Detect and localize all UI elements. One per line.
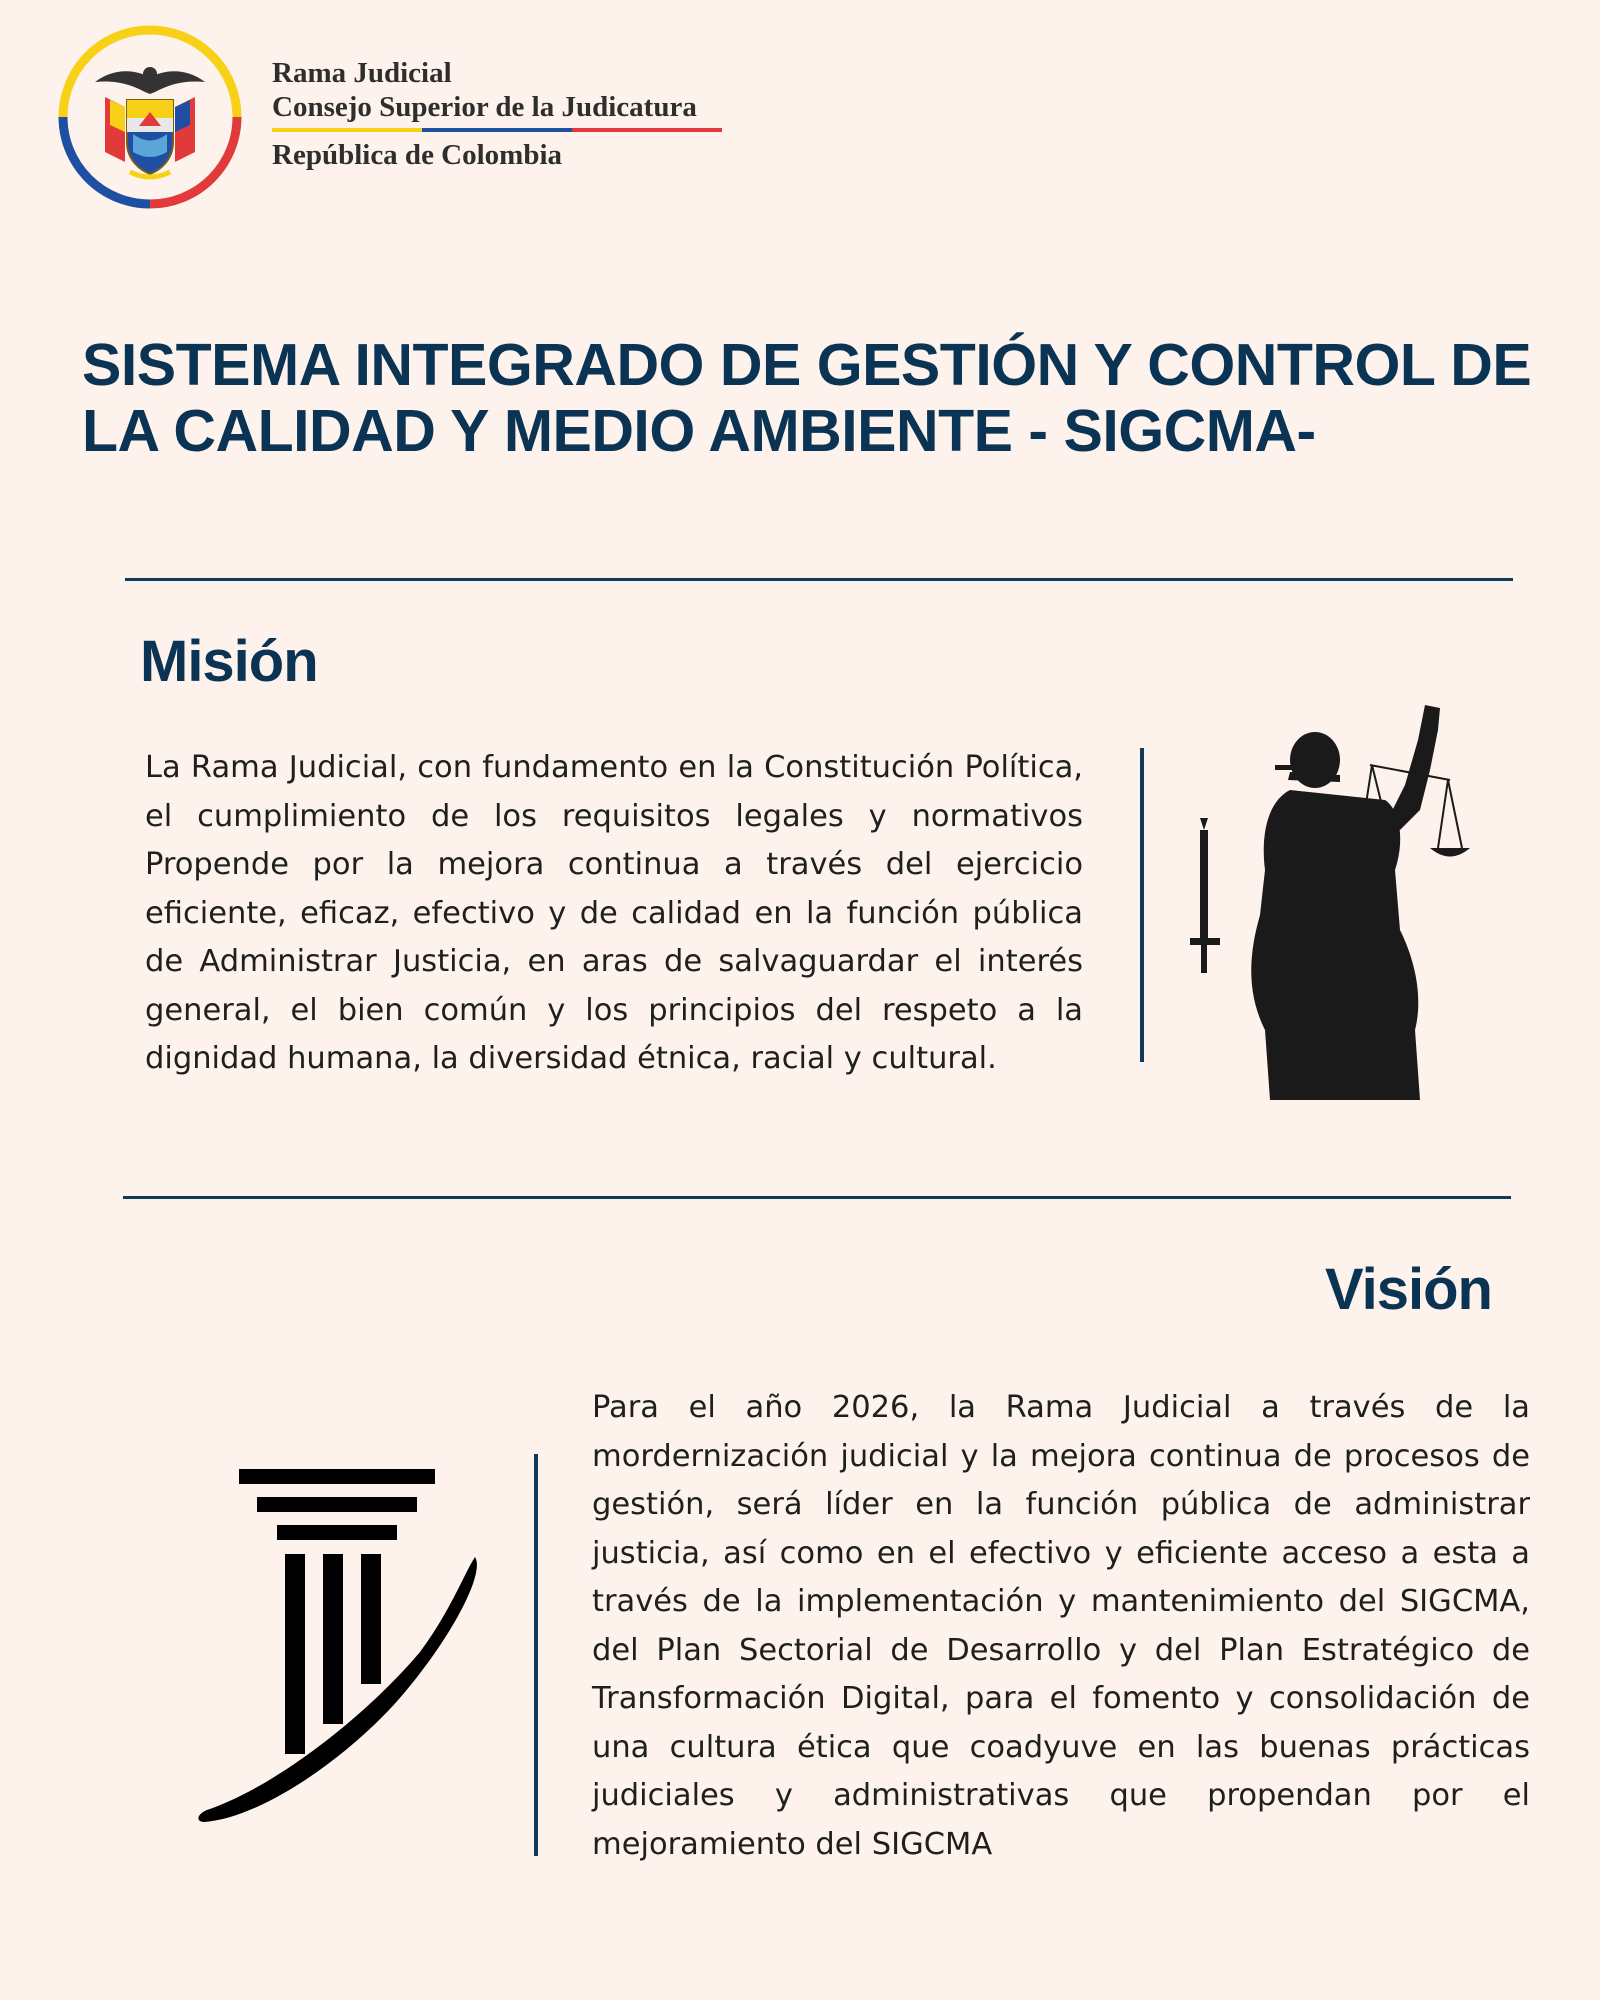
column-icon bbox=[195, 1462, 480, 1832]
organization-name bbox=[272, 56, 722, 172]
divider-top bbox=[125, 578, 1513, 581]
coat-of-arms-logo bbox=[55, 22, 245, 212]
lady-justice-icon bbox=[1190, 700, 1470, 1105]
vision-heading: Visión bbox=[1325, 1257, 1492, 1322]
divider-middle bbox=[123, 1196, 1511, 1199]
org-line-1: Rama Judicial bbox=[272, 57, 452, 89]
mision-text: La Rama Judicial, con fundamento en la Constitución Política, el cumplimiento de los requisitos legales y normativos Propende por la mejora continua a través del ejercicio eficiente, eficaz, efectivo y de calidad en la función pública de Administrar Justicia, en aras de salvaguardar el interés general, el bien común y los principios del respeto a la dignidad humana, la diversidad étnica, racial y cultural. bbox=[145, 750, 1083, 1076]
page-title: SISTEMA INTEGRADO DE GESTIÓN Y CONTROL DE LA CALIDAD Y MEDIO AMBIENTE - SIGCMA- bbox=[82, 332, 1532, 464]
vision-divider bbox=[534, 1454, 538, 1856]
org-line-3: República de Colombia bbox=[272, 139, 563, 171]
flag-stripe bbox=[272, 128, 722, 132]
mision-divider bbox=[1140, 748, 1144, 1062]
org-line-2: Consejo Superior de la Judicatura bbox=[272, 91, 697, 123]
mision-heading: Misión bbox=[140, 629, 318, 694]
vision-text: Para el año 2026, la Rama Judicial a través de la mordernización judicial y la mejora continua de procesos de gestión, será líder en la función pública de administrar justicia, así como en el efectivo y eficiente acceso a esta a través de la implementación y mantenimiento del SIGCMA, del Plan Sectorial de Desarrollo y del Plan Estratégico de Transformación Digital, para el fomento y consolidación de una cultura ética que coadyuve en las buenas prácticas judiciales y administrativas que propendan por el mejoramiento del SIGCMA bbox=[592, 1390, 1530, 1862]
